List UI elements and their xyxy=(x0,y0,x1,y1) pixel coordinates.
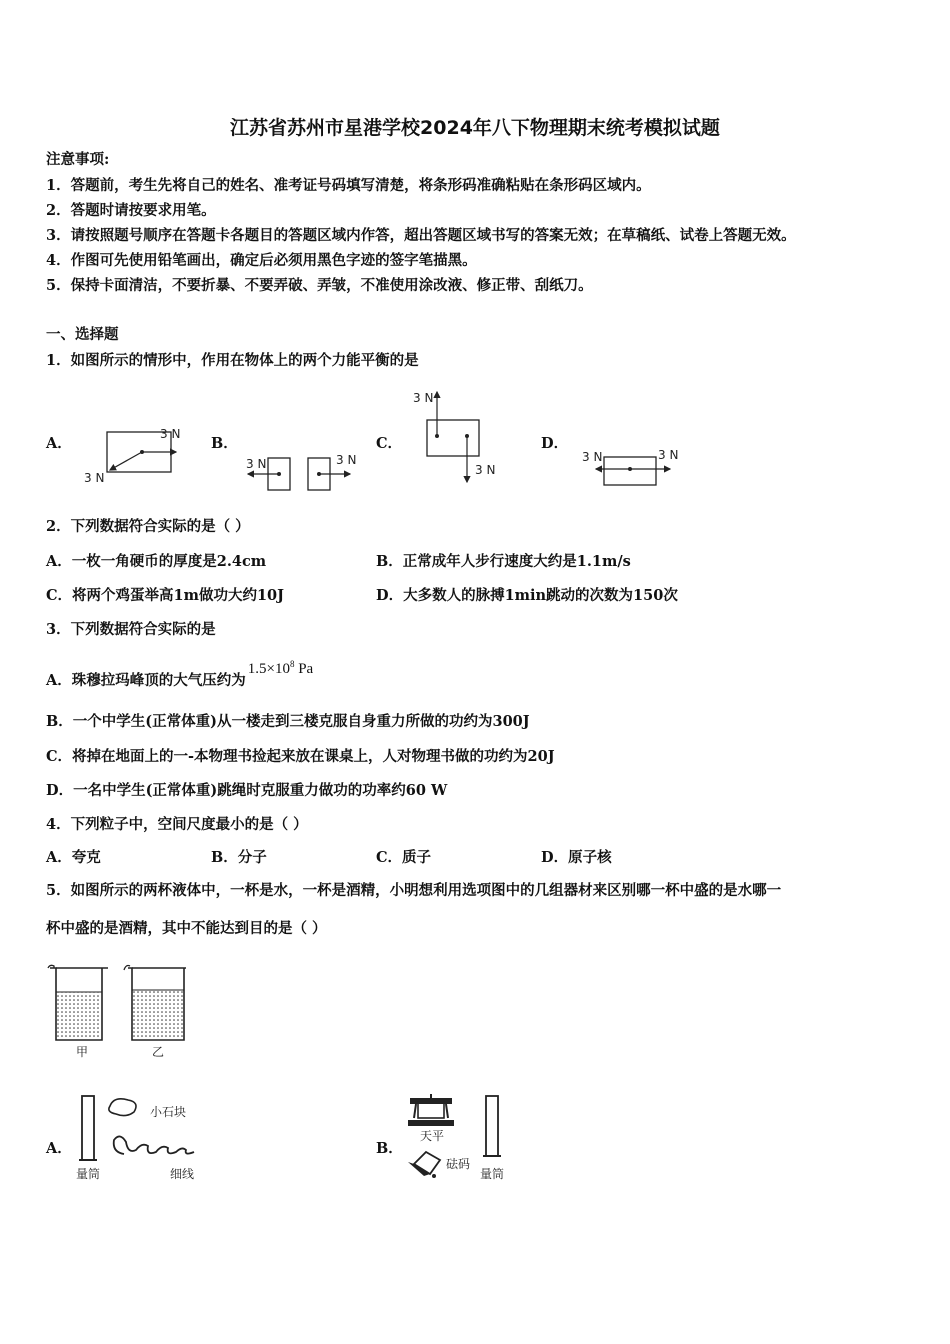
q3-option-c[interactable]: C．将掉在地面上的一-本物理书捡起来放在课桌上，人对物理书做的功约为20J xyxy=(46,748,555,765)
formula-unit: Pa xyxy=(298,661,314,677)
balance-label: 天平 xyxy=(420,1129,445,1143)
stone-label: 小石块 xyxy=(150,1105,187,1119)
question-1-stem: 1．如图所示的情形中，作用在物体上的两个力能平衡的是 xyxy=(46,352,419,369)
q5-option-a[interactable]: A． xyxy=(46,1140,72,1157)
question-2-stem: 2．下列数据符合实际的是（ ） xyxy=(46,518,250,535)
q1-diagram-b xyxy=(240,450,370,495)
q1-diagram-c xyxy=(405,386,515,486)
question-5-stem: 5．如图所示的两杯液体中，一杯是水，一杯是酒精，小明想利用选项图中的几组器材来区别哪一杯中盛的是水哪一 xyxy=(46,882,782,899)
notice-item: 2．答题时请按要求用笔。 xyxy=(46,202,216,219)
q2-option-d[interactable]: D．大多数人的脉搏1min跳动的次数为150次 xyxy=(376,587,678,604)
force-label: 3 N xyxy=(160,427,181,441)
page-title: 江苏省苏州市星港学校2024年八下物理期末统考模拟试题 xyxy=(230,117,720,139)
q1-diagram-a xyxy=(80,420,190,495)
q1-option-a[interactable]: A． xyxy=(46,435,72,452)
force-label: 3 N xyxy=(246,457,267,471)
q3-option-a[interactable] xyxy=(46,659,314,691)
q4-option-a[interactable]: A．夸克 xyxy=(46,849,101,866)
beaker-label: 甲 xyxy=(76,1045,89,1059)
q5-option-a-figure xyxy=(74,1092,214,1187)
force-label: 3 N xyxy=(84,471,105,485)
q4-option-d[interactable]: D．原子核 xyxy=(541,849,612,866)
q3-option-a-text: A．珠穆拉玛峰顶的大气压约为 xyxy=(46,672,246,689)
force-label: 3 N xyxy=(582,450,603,464)
q1-diagram-d xyxy=(580,445,690,490)
section-heading: 一、选择题 xyxy=(46,326,119,343)
beaker-label: 乙 xyxy=(152,1045,165,1059)
q5-option-b[interactable]: B． xyxy=(376,1140,403,1157)
notice-item: 4．作图可先使用铅笔画出，确定后必须用黑色字迹的签字笔描黑。 xyxy=(46,252,477,269)
force-label: 3 N xyxy=(475,463,496,477)
cylinder-label: 量筒 xyxy=(480,1167,505,1181)
question-4-stem: 4．下列粒子中，空间尺度最小的是（ ） xyxy=(46,816,308,833)
q4-option-b[interactable]: B．分子 xyxy=(211,849,267,866)
question-5-stem-cont: 杯中盛的是酒精，其中不能达到目的是（ ） xyxy=(46,920,327,937)
formula-base: 1.5×10 xyxy=(247,661,290,677)
weights-label: 砝码 xyxy=(446,1157,471,1171)
q3-option-d[interactable]: D．一名中学生(正常体重)跳绳时克服重力做功的功率约60 W xyxy=(46,782,448,799)
cylinder-label: 量筒 xyxy=(76,1167,101,1181)
q5-option-b-figure xyxy=(404,1090,534,1185)
question-3-stem: 3．下列数据符合实际的是 xyxy=(46,621,216,638)
formula-exponent: 8 xyxy=(289,659,295,669)
thread-label: 细线 xyxy=(170,1167,195,1181)
q1-option-d[interactable]: D． xyxy=(541,435,569,452)
q2-option-c[interactable]: C．将两个鸡蛋举高1m做功大约10J xyxy=(46,587,285,604)
q1-option-c[interactable]: C． xyxy=(376,435,403,452)
notice-heading: 注意事项: xyxy=(46,151,110,168)
force-label: 3 N xyxy=(413,391,434,405)
q2-option-b[interactable]: B．正常成年人步行速度大约是1.1m/s xyxy=(376,553,631,570)
q2-option-a[interactable]: A．一枚一角硬币的厚度是2.4cm xyxy=(46,553,267,570)
force-label: 3 N xyxy=(658,448,679,462)
notice-item: 3．请按照题号顺序在答题卡各题目的答题区域内作答，超出答题区域书写的答案无效；在草稿纸、试卷上答题无效。 xyxy=(46,227,796,244)
q3-option-b[interactable]: B．一个中学生(正常体重)从一楼走到三楼克服自身重力所做的功约为300J xyxy=(46,713,530,730)
notice-item: 1．答题前，考生先将自己的姓名、准考证号码填写清楚，将条形码准确粘贴在条形码区域内。 xyxy=(46,177,651,194)
q1-option-b[interactable]: B． xyxy=(211,435,238,452)
q4-option-c[interactable]: C．质子 xyxy=(376,849,432,866)
force-label: 3 N xyxy=(336,453,357,467)
beakers-figure xyxy=(44,962,204,1060)
pressure-formula xyxy=(248,661,313,677)
notice-item: 5．保持卡面清洁，不要折暴、不要弄破、弄皱，不准使用涂改液、修正带、刮纸刀。 xyxy=(46,277,593,294)
